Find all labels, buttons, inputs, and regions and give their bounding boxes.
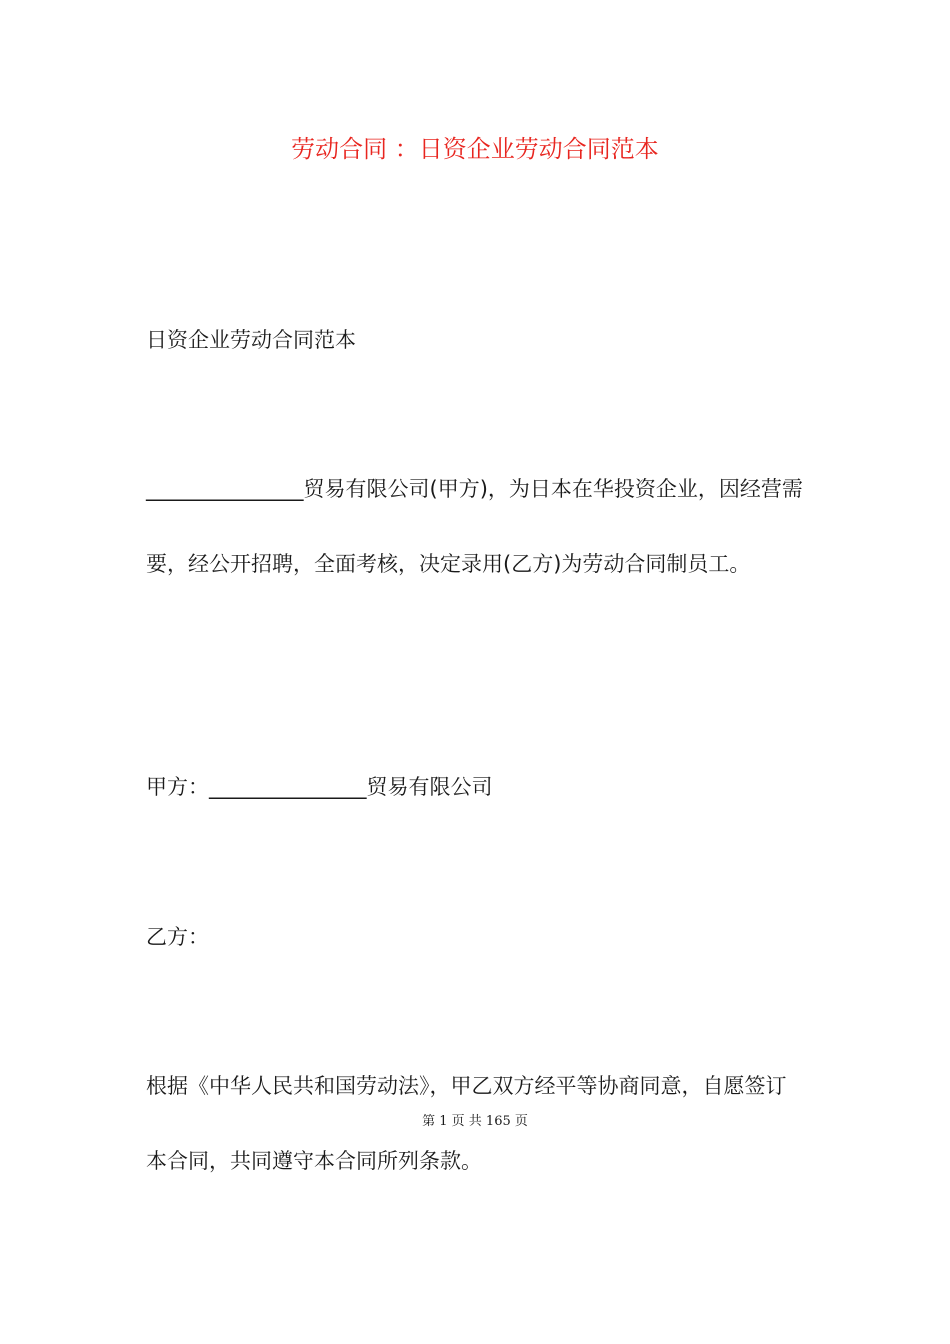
page-title: 劳动合同 ：日资企业劳动合同范本 — [291, 135, 659, 163]
intro-text: 贸易有限公司(甲方)，为日本在华投资企业，因经营需要，经公开招聘，全面考核，决定录用(乙方)为劳动合同制员工。 — [146, 477, 803, 576]
party-a-line — [146, 750, 806, 825]
party-b-label: 乙方： — [146, 925, 209, 949]
party-b-line — [146, 900, 806, 975]
page-number: 第 1 页 共 165 页 — [422, 1114, 528, 1129]
company-name-blank: _______________ — [146, 477, 304, 501]
document-subtitle: 日资企业劳动合同范本 — [146, 328, 356, 352]
party-a-suffix: 贸易有限公司 — [366, 775, 493, 799]
intro-paragraph — [146, 452, 806, 602]
party-a-label: 甲方： — [146, 775, 209, 799]
basis-paragraph: 根据《中华人民共和国劳动法》，甲乙双方经平等协商同意，自愿签订本合同，共同遵守本合同所列条款。 — [146, 1074, 787, 1173]
party-a-blank: _______________ — [209, 775, 367, 799]
